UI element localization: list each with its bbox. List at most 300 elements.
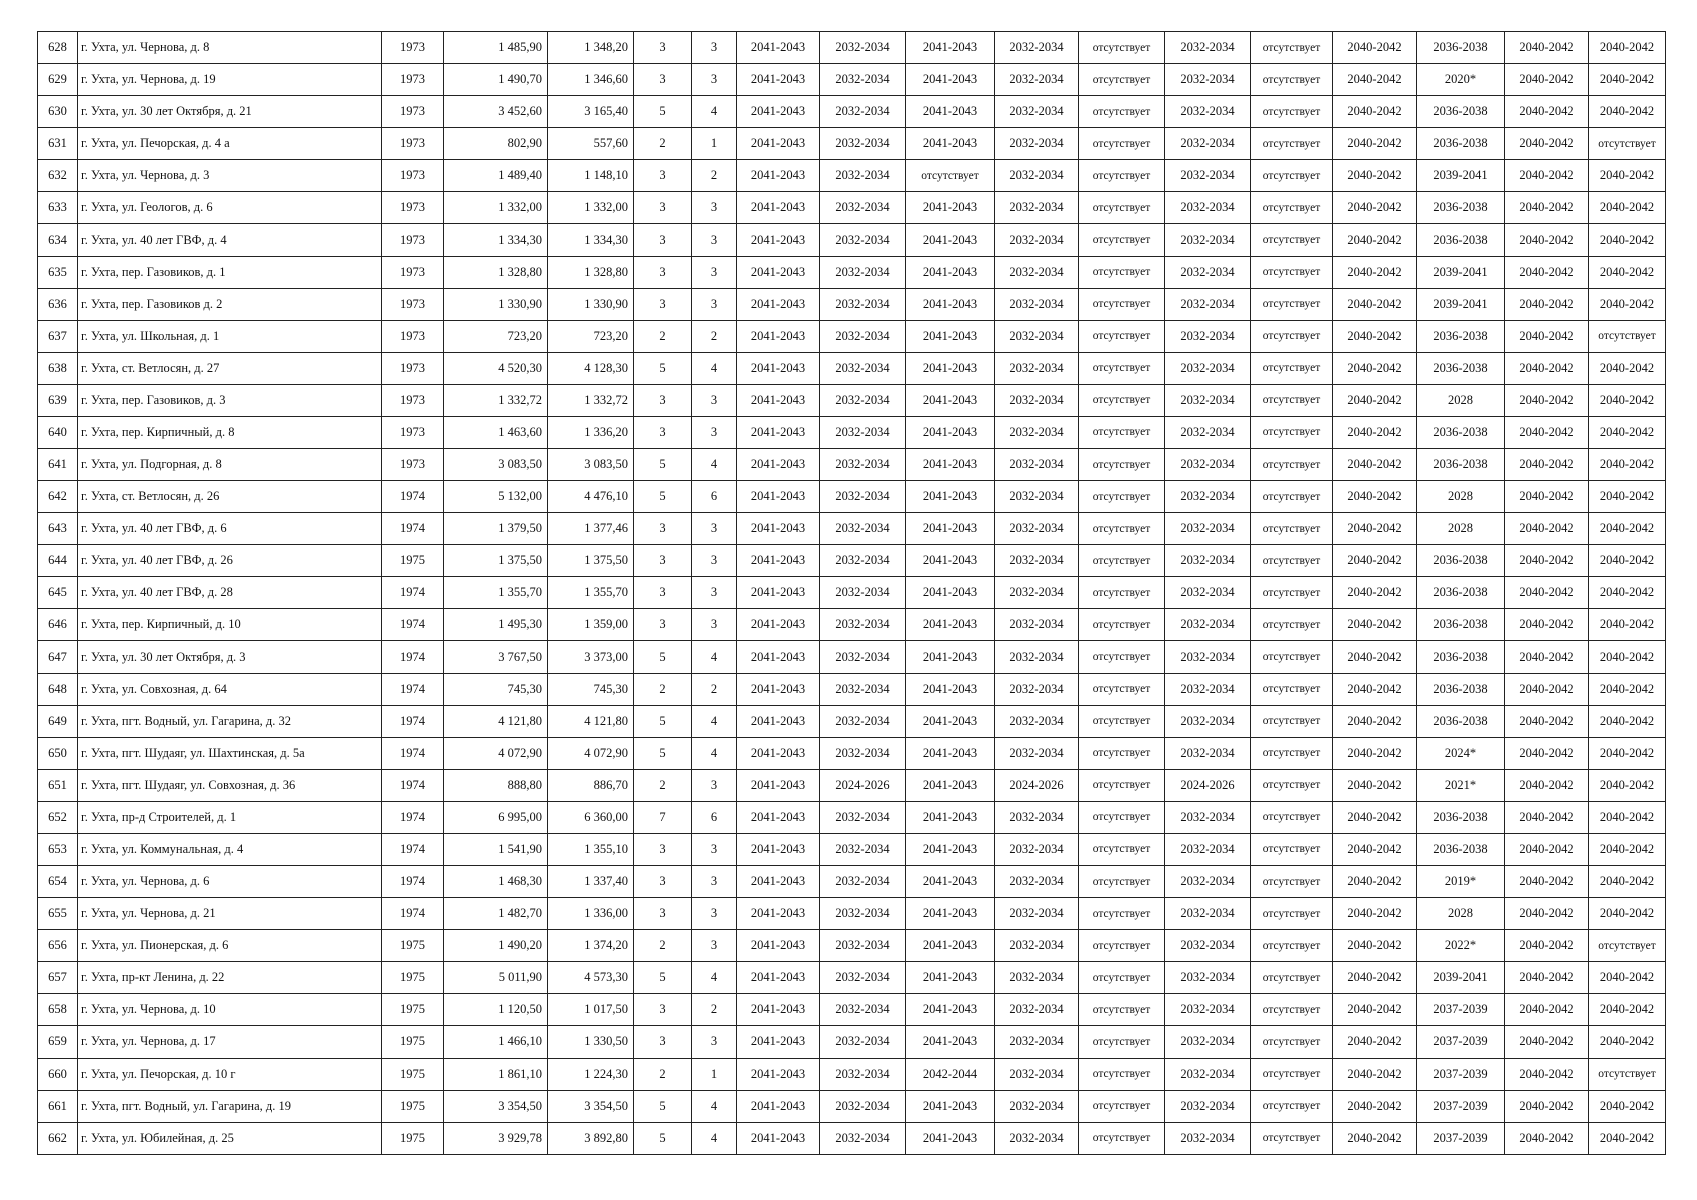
cell-period-heating: 2032-2034	[820, 673, 906, 705]
cell-period-roof: 2040-2042	[1333, 384, 1417, 416]
cell-period-elevator: отсутствует	[1251, 1090, 1333, 1122]
cell-year-built: 1974	[382, 737, 444, 769]
cell-period-electric: 2041-2043	[737, 320, 820, 352]
cell-period-sewer: 2032-2034	[1165, 866, 1251, 898]
cell-period-roof: 2040-2042	[1333, 416, 1417, 448]
cell-address: г. Ухта, ул. Пионерская, д. 6	[78, 930, 382, 962]
cell-period-roof: 2040-2042	[1333, 256, 1417, 288]
cell-period-sewer: 2032-2034	[1165, 320, 1251, 352]
cell-period-hot-water: отсутствует	[1079, 449, 1165, 481]
cell-period-hot-water: отсутствует	[1079, 288, 1165, 320]
cell-period-sewer: 2032-2034	[1165, 32, 1251, 64]
cell-living-area: 1 148,10	[548, 160, 634, 192]
cell-period-sewer: 2032-2034	[1165, 898, 1251, 930]
cell-address: г. Ухта, ул. 30 лет Октября, д. 21	[78, 96, 382, 128]
cell-period-cold-water: 2032-2034	[995, 160, 1079, 192]
cell-period-electric: 2041-2043	[737, 256, 820, 288]
cell-row-number: 630	[38, 96, 78, 128]
cell-period-electric: 2041-2043	[737, 1122, 820, 1154]
cell-period-sewer: 2032-2034	[1165, 449, 1251, 481]
cell-floors: 5	[634, 641, 692, 673]
cell-year-built: 1974	[382, 609, 444, 641]
cell-entrances: 3	[692, 1026, 737, 1058]
cell-row-number: 660	[38, 1058, 78, 1090]
cell-period-facade: 2040-2042	[1505, 384, 1589, 416]
cell-period-basement: 2036-2038	[1417, 32, 1505, 64]
cell-living-area: 1 355,10	[548, 833, 634, 865]
cell-period-facade: 2040-2042	[1505, 673, 1589, 705]
cell-address: г. Ухта, ул. Совхозная, д. 64	[78, 673, 382, 705]
cell-period-hot-water: отсутствует	[1079, 609, 1165, 641]
cell-period-cold-water: 2032-2034	[995, 513, 1079, 545]
cell-period-cold-water: 2032-2034	[995, 833, 1079, 865]
cell-total-area: 6 995,00	[444, 801, 548, 833]
cell-period-roof: 2040-2042	[1333, 160, 1417, 192]
cell-period-facade: 2040-2042	[1505, 898, 1589, 930]
cell-period-heating: 2032-2034	[820, 577, 906, 609]
cell-period-foundation: 2040-2042	[1589, 577, 1666, 609]
cell-row-number: 646	[38, 609, 78, 641]
cell-period-gas: 2041-2043	[906, 128, 995, 160]
cell-period-foundation: 2040-2042	[1589, 641, 1666, 673]
cell-period-gas: 2041-2043	[906, 32, 995, 64]
cell-period-cold-water: 2032-2034	[995, 384, 1079, 416]
cell-period-roof: 2040-2042	[1333, 192, 1417, 224]
cell-period-cold-water: 2032-2034	[995, 256, 1079, 288]
cell-address: г. Ухта, ул. Геологов, д. 6	[78, 192, 382, 224]
cell-period-cold-water: 2032-2034	[995, 609, 1079, 641]
cell-period-cold-water: 2032-2034	[995, 1122, 1079, 1154]
cell-period-foundation: 2040-2042	[1589, 256, 1666, 288]
cell-period-facade: 2040-2042	[1505, 609, 1589, 641]
cell-period-hot-water: отсутствует	[1079, 256, 1165, 288]
cell-entrances: 3	[692, 32, 737, 64]
cell-period-foundation: 2040-2042	[1589, 994, 1666, 1026]
cell-period-cold-water: 2032-2034	[995, 641, 1079, 673]
cell-period-roof: 2040-2042	[1333, 32, 1417, 64]
cell-period-cold-water: 2032-2034	[995, 128, 1079, 160]
cell-period-gas: 2041-2043	[906, 673, 995, 705]
cell-period-heating: 2032-2034	[820, 513, 906, 545]
cell-period-facade: 2040-2042	[1505, 224, 1589, 256]
cell-period-gas: 2041-2043	[906, 898, 995, 930]
cell-period-roof: 2040-2042	[1333, 128, 1417, 160]
cell-entrances: 4	[692, 352, 737, 384]
cell-period-sewer: 2032-2034	[1165, 1026, 1251, 1058]
table-row	[38, 449, 1666, 481]
cell-floors: 5	[634, 352, 692, 384]
cell-period-electric: 2041-2043	[737, 64, 820, 96]
cell-period-hot-water: отсутствует	[1079, 705, 1165, 737]
cell-period-foundation: 2040-2042	[1589, 833, 1666, 865]
cell-period-cold-water: 2032-2034	[995, 416, 1079, 448]
cell-row-number: 642	[38, 481, 78, 513]
table-row	[38, 288, 1666, 320]
cell-row-number: 655	[38, 898, 78, 930]
cell-period-facade: 2040-2042	[1505, 513, 1589, 545]
cell-period-foundation: 2040-2042	[1589, 545, 1666, 577]
cell-period-basement: 2036-2038	[1417, 705, 1505, 737]
cell-period-electric: 2041-2043	[737, 737, 820, 769]
cell-period-elevator: отсутствует	[1251, 320, 1333, 352]
cell-period-gas: 2041-2043	[906, 1090, 995, 1122]
cell-period-electric: 2041-2043	[737, 705, 820, 737]
table-row	[38, 384, 1666, 416]
cell-year-built: 1973	[382, 96, 444, 128]
cell-period-heating: 2032-2034	[820, 128, 906, 160]
table-row	[38, 769, 1666, 801]
cell-period-facade: 2040-2042	[1505, 416, 1589, 448]
cell-total-area: 745,30	[444, 673, 548, 705]
cell-period-electric: 2041-2043	[737, 962, 820, 994]
cell-year-built: 1974	[382, 641, 444, 673]
cell-floors: 2	[634, 128, 692, 160]
cell-year-built: 1975	[382, 962, 444, 994]
cell-period-electric: 2041-2043	[737, 96, 820, 128]
cell-period-electric: 2041-2043	[737, 416, 820, 448]
cell-floors: 3	[634, 192, 692, 224]
cell-period-electric: 2041-2043	[737, 994, 820, 1026]
cell-period-sewer: 2032-2034	[1165, 256, 1251, 288]
cell-period-roof: 2040-2042	[1333, 833, 1417, 865]
cell-period-electric: 2041-2043	[737, 641, 820, 673]
cell-address: г. Ухта, ул. 30 лет Октября, д. 3	[78, 641, 382, 673]
cell-period-heating: 2032-2034	[820, 481, 906, 513]
cell-period-roof: 2040-2042	[1333, 769, 1417, 801]
cell-period-facade: 2040-2042	[1505, 96, 1589, 128]
cell-period-electric: 2041-2043	[737, 1090, 820, 1122]
cell-period-cold-water: 2032-2034	[995, 801, 1079, 833]
cell-total-area: 1 490,20	[444, 930, 548, 962]
cell-period-foundation: 2040-2042	[1589, 1122, 1666, 1154]
cell-total-area: 1 355,70	[444, 577, 548, 609]
cell-floors: 5	[634, 705, 692, 737]
cell-floors: 3	[634, 32, 692, 64]
table-row	[38, 577, 1666, 609]
cell-entrances: 3	[692, 577, 737, 609]
cell-living-area: 557,60	[548, 128, 634, 160]
cell-living-area: 1 330,90	[548, 288, 634, 320]
cell-period-hot-water: отсутствует	[1079, 416, 1165, 448]
cell-row-number: 631	[38, 128, 78, 160]
cell-address: г. Ухта, пр-д Строителей, д. 1	[78, 801, 382, 833]
cell-period-facade: 2040-2042	[1505, 64, 1589, 96]
cell-period-foundation: 2040-2042	[1589, 192, 1666, 224]
cell-period-foundation: 2040-2042	[1589, 866, 1666, 898]
cell-period-electric: 2041-2043	[737, 449, 820, 481]
cell-period-electric: 2041-2043	[737, 577, 820, 609]
cell-period-electric: 2041-2043	[737, 801, 820, 833]
cell-period-elevator: отсутствует	[1251, 513, 1333, 545]
cell-row-number: 654	[38, 866, 78, 898]
table-row	[38, 481, 1666, 513]
cell-floors: 2	[634, 673, 692, 705]
cell-floors: 2	[634, 1058, 692, 1090]
cell-period-foundation: 2040-2042	[1589, 673, 1666, 705]
cell-period-elevator: отсутствует	[1251, 384, 1333, 416]
cell-period-electric: 2041-2043	[737, 673, 820, 705]
cell-year-built: 1973	[382, 160, 444, 192]
cell-living-area: 1 336,00	[548, 898, 634, 930]
cell-floors: 3	[634, 545, 692, 577]
cell-period-basement: 2021*	[1417, 769, 1505, 801]
cell-period-gas: 2041-2043	[906, 481, 995, 513]
cell-period-basement: 2037-2039	[1417, 1058, 1505, 1090]
table-row	[38, 737, 1666, 769]
cell-period-roof: 2040-2042	[1333, 1122, 1417, 1154]
cell-period-gas: 2041-2043	[906, 962, 995, 994]
cell-period-basement: 2036-2038	[1417, 641, 1505, 673]
cell-period-elevator: отсутствует	[1251, 962, 1333, 994]
cell-address: г. Ухта, пер. Газовиков д. 2	[78, 288, 382, 320]
cell-row-number: 633	[38, 192, 78, 224]
cell-period-roof: 2040-2042	[1333, 737, 1417, 769]
cell-period-gas: 2041-2043	[906, 866, 995, 898]
cell-period-roof: 2040-2042	[1333, 673, 1417, 705]
cell-living-area: 1 346,60	[548, 64, 634, 96]
cell-year-built: 1973	[382, 64, 444, 96]
cell-period-facade: 2040-2042	[1505, 481, 1589, 513]
cell-year-built: 1975	[382, 1058, 444, 1090]
cell-period-heating: 2032-2034	[820, 96, 906, 128]
cell-period-foundation: отсутствует	[1589, 128, 1666, 160]
cell-period-electric: 2041-2043	[737, 866, 820, 898]
cell-address: г. Ухта, пер. Кирпичный, д. 10	[78, 609, 382, 641]
cell-row-number: 636	[38, 288, 78, 320]
cell-period-elevator: отсутствует	[1251, 256, 1333, 288]
cell-period-sewer: 2032-2034	[1165, 1058, 1251, 1090]
cell-address: г. Ухта, ул. 40 лет ГВФ, д. 4	[78, 224, 382, 256]
cell-entrances: 4	[692, 705, 737, 737]
cell-period-facade: 2040-2042	[1505, 962, 1589, 994]
cell-period-electric: 2041-2043	[737, 609, 820, 641]
cell-address: г. Ухта, ул. Чернова, д. 8	[78, 32, 382, 64]
cell-total-area: 1 485,90	[444, 32, 548, 64]
cell-total-area: 1 330,90	[444, 288, 548, 320]
cell-floors: 3	[634, 224, 692, 256]
cell-period-roof: 2040-2042	[1333, 898, 1417, 930]
cell-period-cold-water: 2032-2034	[995, 930, 1079, 962]
cell-period-hot-water: отсутствует	[1079, 128, 1165, 160]
cell-period-roof: 2040-2042	[1333, 449, 1417, 481]
cell-period-foundation: отсутствует	[1589, 1058, 1666, 1090]
cell-period-sewer: 2032-2034	[1165, 128, 1251, 160]
cell-period-facade: 2040-2042	[1505, 994, 1589, 1026]
cell-address: г. Ухта, ул. Печорская, д. 10 г	[78, 1058, 382, 1090]
cell-period-cold-water: 2032-2034	[995, 224, 1079, 256]
cell-period-electric: 2041-2043	[737, 352, 820, 384]
cell-entrances: 1	[692, 1058, 737, 1090]
cell-period-basement: 2039-2041	[1417, 160, 1505, 192]
cell-period-hot-water: отсутствует	[1079, 1026, 1165, 1058]
cell-period-electric: 2041-2043	[737, 192, 820, 224]
cell-entrances: 4	[692, 1090, 737, 1122]
cell-total-area: 1 861,10	[444, 1058, 548, 1090]
cell-entrances: 3	[692, 64, 737, 96]
cell-living-area: 3 892,80	[548, 1122, 634, 1154]
cell-row-number: 651	[38, 769, 78, 801]
table-row	[38, 930, 1666, 962]
cell-year-built: 1975	[382, 545, 444, 577]
table-row	[38, 545, 1666, 577]
cell-period-facade: 2040-2042	[1505, 192, 1589, 224]
cell-year-built: 1975	[382, 930, 444, 962]
cell-period-basement: 2036-2038	[1417, 224, 1505, 256]
table-row	[38, 256, 1666, 288]
cell-floors: 3	[634, 609, 692, 641]
cell-period-gas: 2041-2043	[906, 224, 995, 256]
cell-year-built: 1973	[382, 32, 444, 64]
cell-entrances: 3	[692, 513, 737, 545]
cell-period-roof: 2040-2042	[1333, 481, 1417, 513]
cell-living-area: 1 017,50	[548, 994, 634, 1026]
cell-floors: 5	[634, 737, 692, 769]
cell-period-sewer: 2032-2034	[1165, 962, 1251, 994]
cell-address: г. Ухта, пер. Кирпичный, д. 8	[78, 416, 382, 448]
cell-period-roof: 2040-2042	[1333, 801, 1417, 833]
cell-period-gas: 2041-2043	[906, 320, 995, 352]
cell-period-roof: 2040-2042	[1333, 352, 1417, 384]
cell-floors: 5	[634, 962, 692, 994]
cell-period-cold-water: 2032-2034	[995, 288, 1079, 320]
cell-year-built: 1973	[382, 352, 444, 384]
cell-period-roof: 2040-2042	[1333, 705, 1417, 737]
cell-floors: 7	[634, 801, 692, 833]
cell-address: г. Ухта, пгт. Водный, ул. Гагарина, д. 19	[78, 1090, 382, 1122]
table-row	[38, 1058, 1666, 1090]
cell-period-cold-water: 2032-2034	[995, 96, 1079, 128]
cell-period-elevator: отсутствует	[1251, 352, 1333, 384]
cell-floors: 3	[634, 384, 692, 416]
cell-period-electric: 2041-2043	[737, 833, 820, 865]
cell-period-hot-water: отсутствует	[1079, 545, 1165, 577]
cell-entrances: 2	[692, 160, 737, 192]
cell-floors: 3	[634, 416, 692, 448]
cell-period-electric: 2041-2043	[737, 513, 820, 545]
cell-period-foundation: 2040-2042	[1589, 288, 1666, 320]
cell-period-foundation: 2040-2042	[1589, 705, 1666, 737]
cell-period-heating: 2032-2034	[820, 833, 906, 865]
table-row	[38, 352, 1666, 384]
cell-year-built: 1973	[382, 449, 444, 481]
cell-period-foundation: 2040-2042	[1589, 160, 1666, 192]
cell-period-electric: 2041-2043	[737, 224, 820, 256]
cell-period-facade: 2040-2042	[1505, 128, 1589, 160]
cell-period-sewer: 2032-2034	[1165, 224, 1251, 256]
cell-period-foundation: 2040-2042	[1589, 352, 1666, 384]
cell-period-electric: 2041-2043	[737, 481, 820, 513]
cell-period-heating: 2032-2034	[820, 994, 906, 1026]
cell-period-gas: 2041-2043	[906, 288, 995, 320]
cell-living-area: 1 359,00	[548, 609, 634, 641]
cell-period-electric: 2041-2043	[737, 128, 820, 160]
cell-period-basement: 2036-2038	[1417, 545, 1505, 577]
cell-period-elevator: отсутствует	[1251, 641, 1333, 673]
cell-address: г. Ухта, пгт. Шудаяг, ул. Совхозная, д. 36	[78, 769, 382, 801]
cell-period-gas: 2041-2043	[906, 705, 995, 737]
cell-period-hot-water: отсутствует	[1079, 384, 1165, 416]
cell-period-electric: 2041-2043	[737, 160, 820, 192]
cell-total-area: 1 379,50	[444, 513, 548, 545]
cell-period-hot-water: отсутствует	[1079, 962, 1165, 994]
cell-row-number: 659	[38, 1026, 78, 1058]
cell-period-heating: 2032-2034	[820, 64, 906, 96]
cell-address: г. Ухта, ул. Чернова, д. 21	[78, 898, 382, 930]
cell-living-area: 1 377,46	[548, 513, 634, 545]
cell-entrances: 6	[692, 481, 737, 513]
cell-period-hot-water: отсутствует	[1079, 64, 1165, 96]
cell-period-elevator: отсутствует	[1251, 32, 1333, 64]
cell-period-gas: 2041-2043	[906, 833, 995, 865]
cell-period-heating: 2032-2034	[820, 641, 906, 673]
cell-total-area: 1 463,60	[444, 416, 548, 448]
cell-entrances: 4	[692, 641, 737, 673]
cell-period-heating: 2032-2034	[820, 288, 906, 320]
cell-period-facade: 2040-2042	[1505, 705, 1589, 737]
cell-period-sewer: 2032-2034	[1165, 577, 1251, 609]
cell-period-gas: 2041-2043	[906, 994, 995, 1026]
cell-period-elevator: отсутствует	[1251, 481, 1333, 513]
cell-period-sewer: 2032-2034	[1165, 994, 1251, 1026]
cell-period-basement: 2036-2038	[1417, 577, 1505, 609]
cell-period-sewer: 2032-2034	[1165, 384, 1251, 416]
cell-period-facade: 2040-2042	[1505, 1122, 1589, 1154]
cell-period-electric: 2041-2043	[737, 1058, 820, 1090]
cell-floors: 3	[634, 513, 692, 545]
cell-floors: 2	[634, 320, 692, 352]
cell-period-basement: 2037-2039	[1417, 994, 1505, 1026]
cell-living-area: 745,30	[548, 673, 634, 705]
cell-period-hot-water: отсутствует	[1079, 1058, 1165, 1090]
cell-period-roof: 2040-2042	[1333, 930, 1417, 962]
cell-period-hot-water: отсутствует	[1079, 352, 1165, 384]
cell-year-built: 1974	[382, 833, 444, 865]
cell-address: г. Ухта, ул. 40 лет ГВФ, д. 28	[78, 577, 382, 609]
cell-period-roof: 2040-2042	[1333, 577, 1417, 609]
cell-period-sewer: 2032-2034	[1165, 1090, 1251, 1122]
cell-period-sewer: 2032-2034	[1165, 481, 1251, 513]
cell-living-area: 4 072,90	[548, 737, 634, 769]
cell-period-gas: 2041-2043	[906, 192, 995, 224]
cell-period-facade: 2040-2042	[1505, 737, 1589, 769]
cell-address: г. Ухта, ул. 40 лет ГВФ, д. 6	[78, 513, 382, 545]
cell-period-heating: 2032-2034	[820, 449, 906, 481]
cell-living-area: 1 374,20	[548, 930, 634, 962]
cell-period-facade: 2040-2042	[1505, 801, 1589, 833]
cell-period-elevator: отсутствует	[1251, 769, 1333, 801]
cell-period-basement: 2036-2038	[1417, 416, 1505, 448]
cell-period-heating: 2032-2034	[820, 384, 906, 416]
cell-period-elevator: отсутствует	[1251, 866, 1333, 898]
cell-period-sewer: 2024-2026	[1165, 769, 1251, 801]
cell-period-gas: 2041-2043	[906, 1026, 995, 1058]
cell-year-built: 1973	[382, 288, 444, 320]
cell-period-roof: 2040-2042	[1333, 1058, 1417, 1090]
cell-period-sewer: 2032-2034	[1165, 513, 1251, 545]
cell-floors: 5	[634, 1090, 692, 1122]
cell-year-built: 1975	[382, 1090, 444, 1122]
cell-total-area: 1 375,50	[444, 545, 548, 577]
cell-period-cold-water: 2032-2034	[995, 1026, 1079, 1058]
cell-period-hot-water: отсутствует	[1079, 577, 1165, 609]
cell-period-basement: 2036-2038	[1417, 352, 1505, 384]
cell-period-roof: 2040-2042	[1333, 545, 1417, 577]
cell-entrances: 2	[692, 320, 737, 352]
cell-entrances: 3	[692, 256, 737, 288]
cell-period-foundation: отсутствует	[1589, 930, 1666, 962]
cell-period-heating: 2024-2026	[820, 769, 906, 801]
cell-period-gas: 2041-2043	[906, 801, 995, 833]
